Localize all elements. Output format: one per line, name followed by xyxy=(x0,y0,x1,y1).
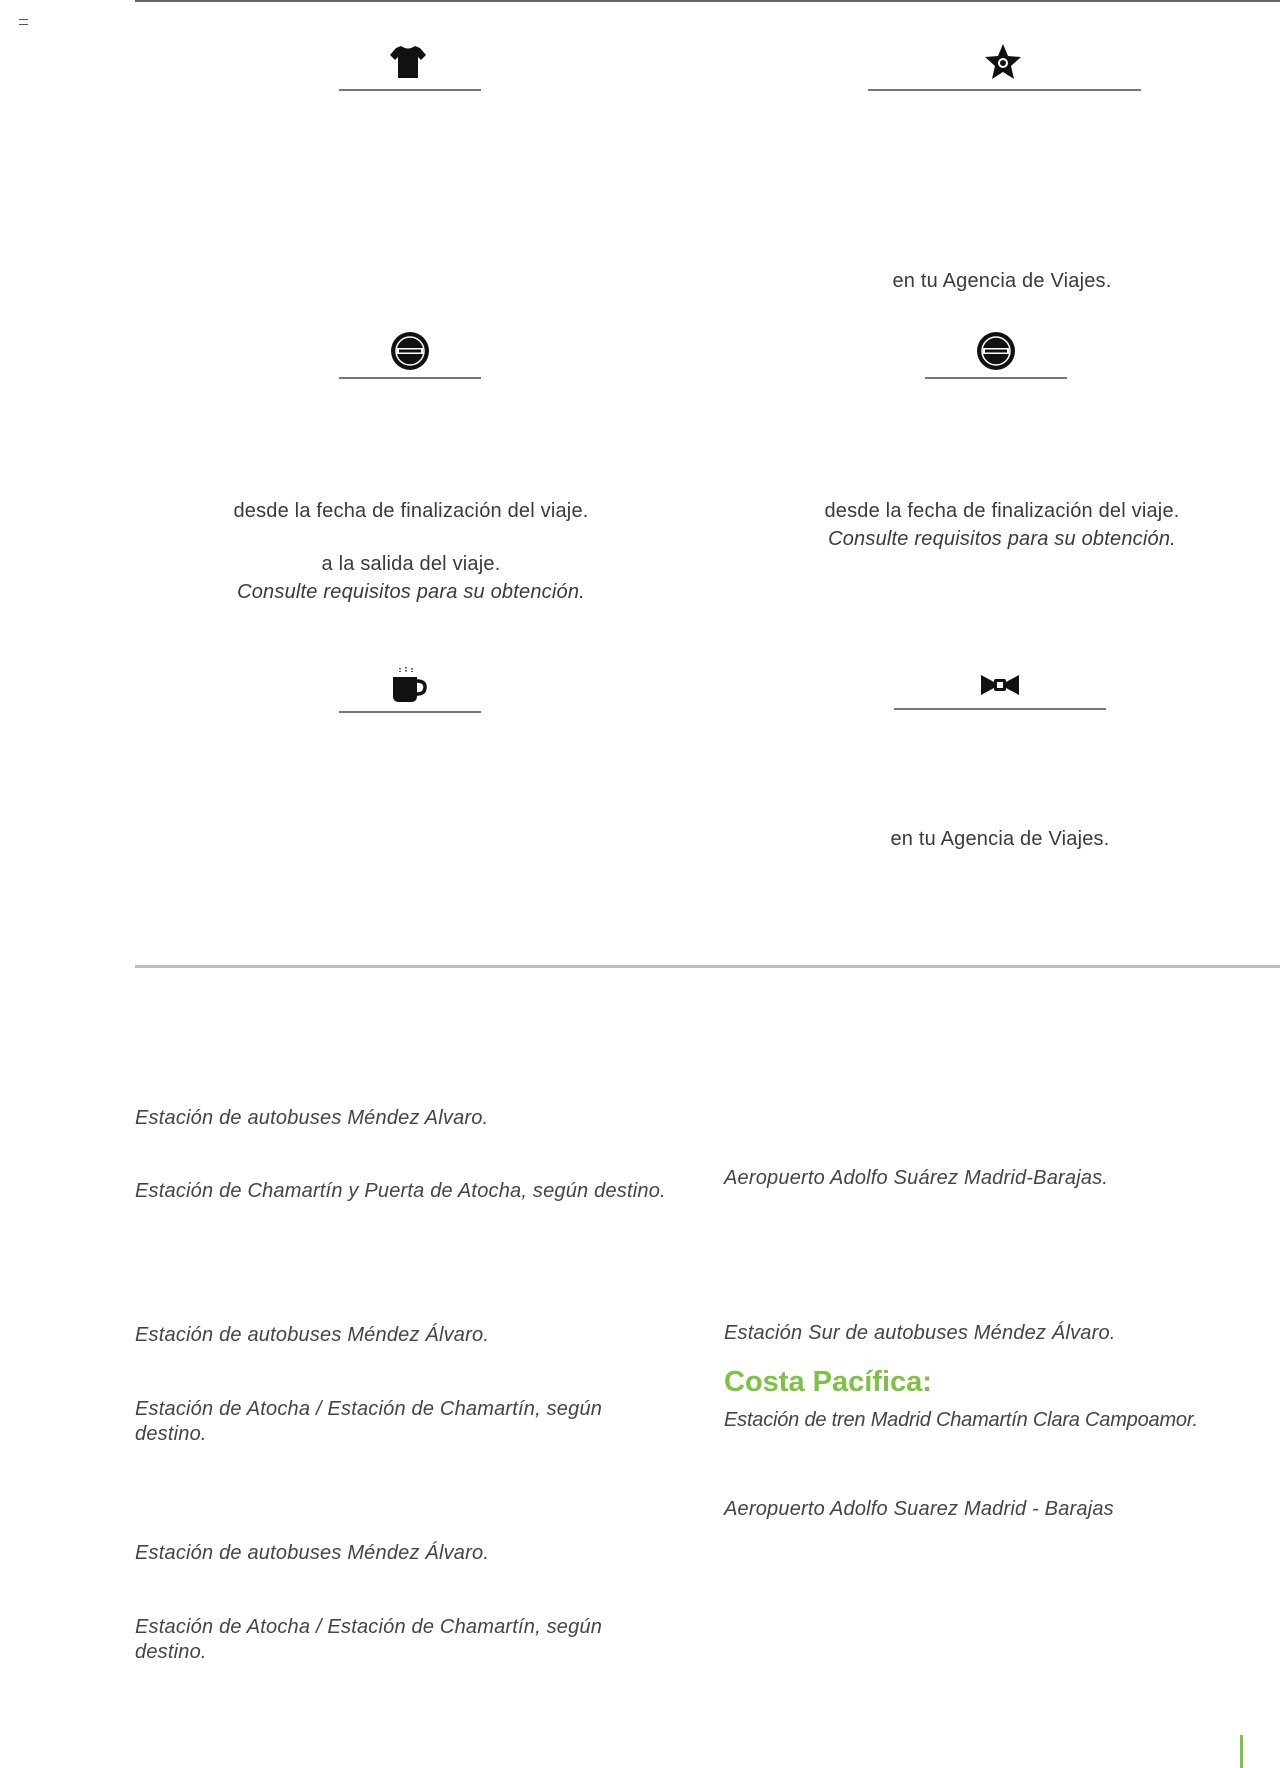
benefit-text: a la salida del viaje. xyxy=(321,553,501,575)
icon-underline xyxy=(339,711,481,713)
tshirt-icon xyxy=(388,42,428,82)
departure-point: Estación de tren Madrid Chamartín Clara Campoamor. xyxy=(724,1409,1198,1431)
departure-point: Aeropuerto Adolfo Suárez Madrid-Barajas. xyxy=(724,1167,1109,1189)
round-seal-icon xyxy=(976,331,1016,371)
benefit-note: Consulte requisitos para su obtención. xyxy=(237,581,585,603)
bow-tie-icon xyxy=(980,665,1020,705)
benefit-text: en tu Agencia de Viajes. xyxy=(892,270,1112,292)
icon-underline xyxy=(339,377,481,379)
top-rule xyxy=(135,0,1280,2)
departure-point: Estación de autobuses Méndez Alvaro. xyxy=(135,1107,489,1129)
departure-point: Aeropuerto Adolfo Suarez Madrid - Barajas xyxy=(724,1498,1114,1520)
icon-underline xyxy=(894,708,1106,710)
benefit-text: desde la fecha de finalización del viaje. xyxy=(233,500,589,522)
departure-point: Estación de autobuses Méndez Álvaro. xyxy=(135,1324,490,1346)
star-badge-icon xyxy=(983,42,1023,82)
benefit-text: en tu Agencia de Viajes. xyxy=(890,828,1110,850)
corner-mark xyxy=(19,19,28,25)
icon-underline xyxy=(339,89,481,91)
costa-pacifica-heading: Costa Pacífica: xyxy=(724,1366,932,1398)
coffee-cup-icon xyxy=(388,665,428,705)
benefit-text: desde la fecha de finalización del viaje. xyxy=(824,500,1180,522)
departure-point: Estación de Atocha / Estación de Chamartín, según destino. xyxy=(135,1398,603,1445)
departure-point: Estación de Atocha / Estación de Chamartín, según destino. xyxy=(135,1616,603,1663)
page-accent-bar xyxy=(1240,1735,1243,1768)
section-divider xyxy=(135,965,1280,968)
departure-point: Estación de autobuses Méndez Álvaro. xyxy=(135,1542,490,1564)
icon-underline xyxy=(925,377,1067,379)
benefit-note: Consulte requisitos para su obtención. xyxy=(828,528,1176,550)
round-seal-icon xyxy=(390,331,430,371)
departure-point: Estación de Chamartín y Puerta de Atocha, según destino. xyxy=(135,1180,666,1202)
icon-underline xyxy=(868,89,1141,91)
departure-point: Estación Sur de autobuses Méndez Álvaro. xyxy=(724,1322,1116,1344)
